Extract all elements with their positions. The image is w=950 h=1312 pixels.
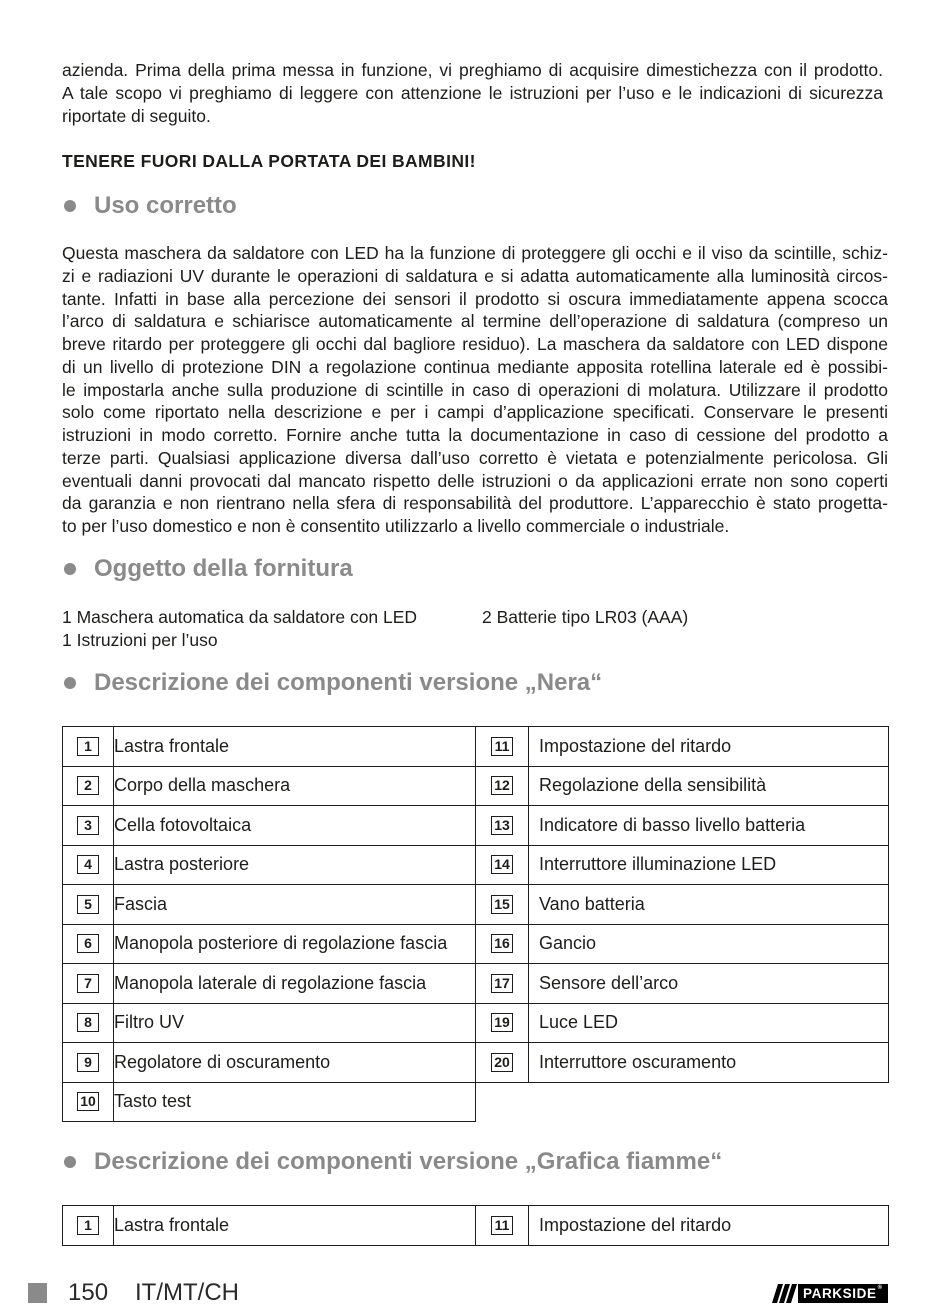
parkside-logo — [772, 1284, 888, 1303]
part-number-badge: 2 — [77, 776, 99, 795]
part-label: Lastra posteriore — [114, 845, 476, 885]
table-row — [63, 924, 889, 964]
components-table-fiamme — [62, 1205, 889, 1246]
part-number-badge: 10 — [77, 1092, 99, 1111]
part-number-cell — [476, 964, 529, 1004]
part-number-badge: 19 — [491, 1013, 513, 1032]
page-marker — [28, 1283, 47, 1303]
text-line: zi e radiazioni UV durante le operazioni di saldatura e si adatta automaticamente alla luminosità circos- — [62, 265, 888, 286]
logo-slashes-icon — [772, 1284, 798, 1303]
part-number-badge: 8 — [77, 1013, 99, 1032]
empty-cell — [476, 1082, 529, 1122]
empty-cell — [529, 1082, 889, 1122]
region-code: IT/MT/CH — [135, 1279, 239, 1306]
page-number: 150 — [68, 1279, 109, 1306]
delivery-item: 1 Maschera automatica da saldatore con LED — [62, 607, 418, 627]
text-line: istruzioni in modo corretto. Fornire anche tutta la documentazione in caso di cessione del prodotto a — [62, 425, 888, 445]
text-line: l’arco di saldatura e schiarisce automaticamente al termine dell’operazione di saldatura (compreso un — [62, 311, 888, 332]
bullet-icon — [64, 563, 76, 575]
text-line: riportate di seguito. — [62, 105, 211, 126]
part-label: Manopola posteriore di regolazione fascia — [114, 924, 476, 964]
part-number-cell — [476, 845, 529, 885]
part-label: Interruttore illuminazione LED — [529, 845, 889, 885]
table-row — [63, 885, 889, 925]
part-number-cell — [476, 1003, 529, 1043]
bullet-icon — [64, 200, 76, 212]
table-row — [63, 1003, 889, 1043]
part-number-badge: 9 — [77, 1053, 99, 1072]
part-number-cell — [63, 964, 114, 1004]
delivery-item: 2 Batterie tipo LR03 (AAA) — [482, 607, 689, 627]
part-number-badge: 6 — [77, 934, 99, 953]
part-label: Luce LED — [529, 1003, 889, 1043]
part-number-cell — [63, 727, 114, 767]
part-number-badge: 15 — [491, 895, 513, 914]
section-heading-fornitura — [62, 555, 888, 583]
part-label: Vano batteria — [529, 885, 889, 925]
part-number-cell — [476, 806, 529, 846]
section-title: Descrizione dei componenti versione „Nera“ — [94, 669, 603, 696]
part-number-cell — [63, 1082, 114, 1122]
part-number-cell — [63, 845, 114, 885]
text-line: da garanzia e non rientrano nella sfera di responsabilità del produttore. L’apparecchio è stato progetta- — [62, 493, 888, 514]
logo-brand: PARKSIDE — [803, 1286, 877, 1301]
part-number-badge: 7 — [77, 974, 99, 993]
part-number-cell — [476, 924, 529, 964]
part-label: Filtro UV — [114, 1003, 476, 1043]
section-title: Oggetto della fornitura — [94, 555, 353, 582]
text-line: eventuali danni provocati dal mancato rispetto delle istruzioni o da applicazioni errate non sono coperti — [62, 470, 888, 491]
part-label: Impostazione del ritardo — [529, 1206, 889, 1246]
part-number-cell — [476, 885, 529, 925]
table-row — [63, 964, 889, 1004]
table-row — [63, 766, 889, 806]
section-title: Uso corretto — [94, 192, 237, 219]
part-label: Lastra frontale — [114, 727, 476, 767]
text-line: le impostarla anche sulla produzione di scintille in caso di operazioni di molatura. Utilizzare il prodotto — [62, 379, 888, 400]
logo-wordmark — [798, 1284, 888, 1303]
part-number-cell — [476, 766, 529, 806]
part-number-cell — [63, 766, 114, 806]
part-number-cell — [63, 1043, 114, 1083]
child-safety-warning: TENERE FUORI DALLA PORTATA DEI BAMBINI! — [62, 151, 476, 171]
part-number-cell — [63, 1003, 114, 1043]
part-number-badge: 11 — [491, 1216, 513, 1235]
part-number-badge: 12 — [491, 776, 513, 795]
table-row — [63, 806, 889, 846]
table-row — [63, 1206, 889, 1246]
part-label: Fascia — [114, 885, 476, 925]
part-number-badge: 5 — [77, 895, 99, 914]
part-number-badge: 3 — [77, 816, 99, 835]
part-label: Lastra frontale — [114, 1206, 476, 1246]
part-number-cell — [63, 924, 114, 964]
text-line: Questa maschera da saldatore con LED ha la funzione di proteggere gli occhi e il viso da scintille, schiz- — [62, 243, 888, 263]
part-label: Cella fotovoltaica — [114, 806, 476, 846]
text-line: solo come riportato nella descrizione e per i campi d’applicazione specificati. Conservare le presenti — [62, 402, 888, 423]
part-number-badge: 14 — [491, 855, 513, 874]
part-label: Manopola laterale di regolazione fascia — [114, 964, 476, 1004]
part-label: Indicatore di basso livello batteria — [529, 806, 889, 846]
part-label: Tasto test — [114, 1082, 476, 1122]
part-label: Gancio — [529, 924, 889, 964]
section-title: Descrizione dei componenti versione „Grafica fiamme“ — [94, 1148, 723, 1175]
part-label: Corpo della maschera — [114, 766, 476, 806]
components-table-nera — [62, 726, 889, 1122]
part-number-badge: 20 — [491, 1053, 513, 1072]
part-label: Sensore dell’arco — [529, 964, 889, 1004]
text-line: breve ritardo per proteggere gli occhi dal bagliore residuo). La maschera da saldatore con LED dispone — [62, 334, 888, 354]
part-label: Impostazione del ritardo — [529, 727, 889, 767]
bullet-icon — [64, 677, 76, 689]
table-row — [63, 1082, 889, 1122]
intro-paragraph — [62, 59, 883, 127]
part-number-badge: 4 — [77, 855, 99, 874]
text-line: A tale scopo vi preghiamo di leggere con attenzione le istruzioni per l’uso e le indicazioni di sicurezza — [62, 82, 883, 103]
part-number-badge: 13 — [491, 816, 513, 835]
text-line: terze parti. Qualsiasi applicazione diversa dall’uso corretto è vietata e potenzialmente pericolosa. Gli — [62, 447, 888, 468]
part-label: Regolatore di oscuramento — [114, 1043, 476, 1083]
table-row — [63, 727, 889, 767]
section-heading-uso-corretto — [62, 192, 888, 220]
part-number-badge: 17 — [491, 974, 513, 993]
text-line: di un livello di protezione DIN a regolazione continua mediante apposita rotellina laterale ed è possibi- — [62, 356, 888, 377]
part-number-badge: 11 — [491, 737, 513, 756]
part-number-badge: 1 — [77, 737, 99, 756]
table-row — [63, 845, 889, 885]
part-number-cell — [476, 727, 529, 767]
part-number-cell — [476, 1043, 529, 1083]
bullet-icon — [64, 1156, 76, 1168]
part-number-cell — [63, 885, 114, 925]
part-number-badge: 16 — [491, 934, 513, 953]
part-number-cell — [476, 1206, 529, 1246]
section-heading-componenti-fiamme — [62, 1148, 888, 1176]
uso-corretto-paragraph — [62, 242, 888, 538]
text-line: azienda. Prima della prima messa in funzione, vi preghiamo di acquisire dimestichezza con il prodotto. — [62, 60, 883, 80]
part-number-badge: 1 — [77, 1216, 99, 1235]
part-label: Regolazione della sensibilità — [529, 766, 889, 806]
text-line: to per l’uso domestico e non è consentito utilizzarlo a livello commerciale o industriale. — [62, 516, 730, 536]
text-line: tante. Infatti in base alla percezione dei sensori il prodotto si oscura immediatamente appena scocca — [62, 288, 888, 309]
delivery-item: 1 Istruzioni per l’uso — [62, 630, 218, 650]
table-row — [63, 1043, 889, 1083]
part-number-cell — [63, 1206, 114, 1246]
part-number-cell — [63, 806, 114, 846]
part-label: Interruttore oscuramento — [529, 1043, 889, 1083]
section-heading-componenti-nera — [62, 669, 888, 697]
registered-mark: ® — [877, 1285, 882, 1291]
